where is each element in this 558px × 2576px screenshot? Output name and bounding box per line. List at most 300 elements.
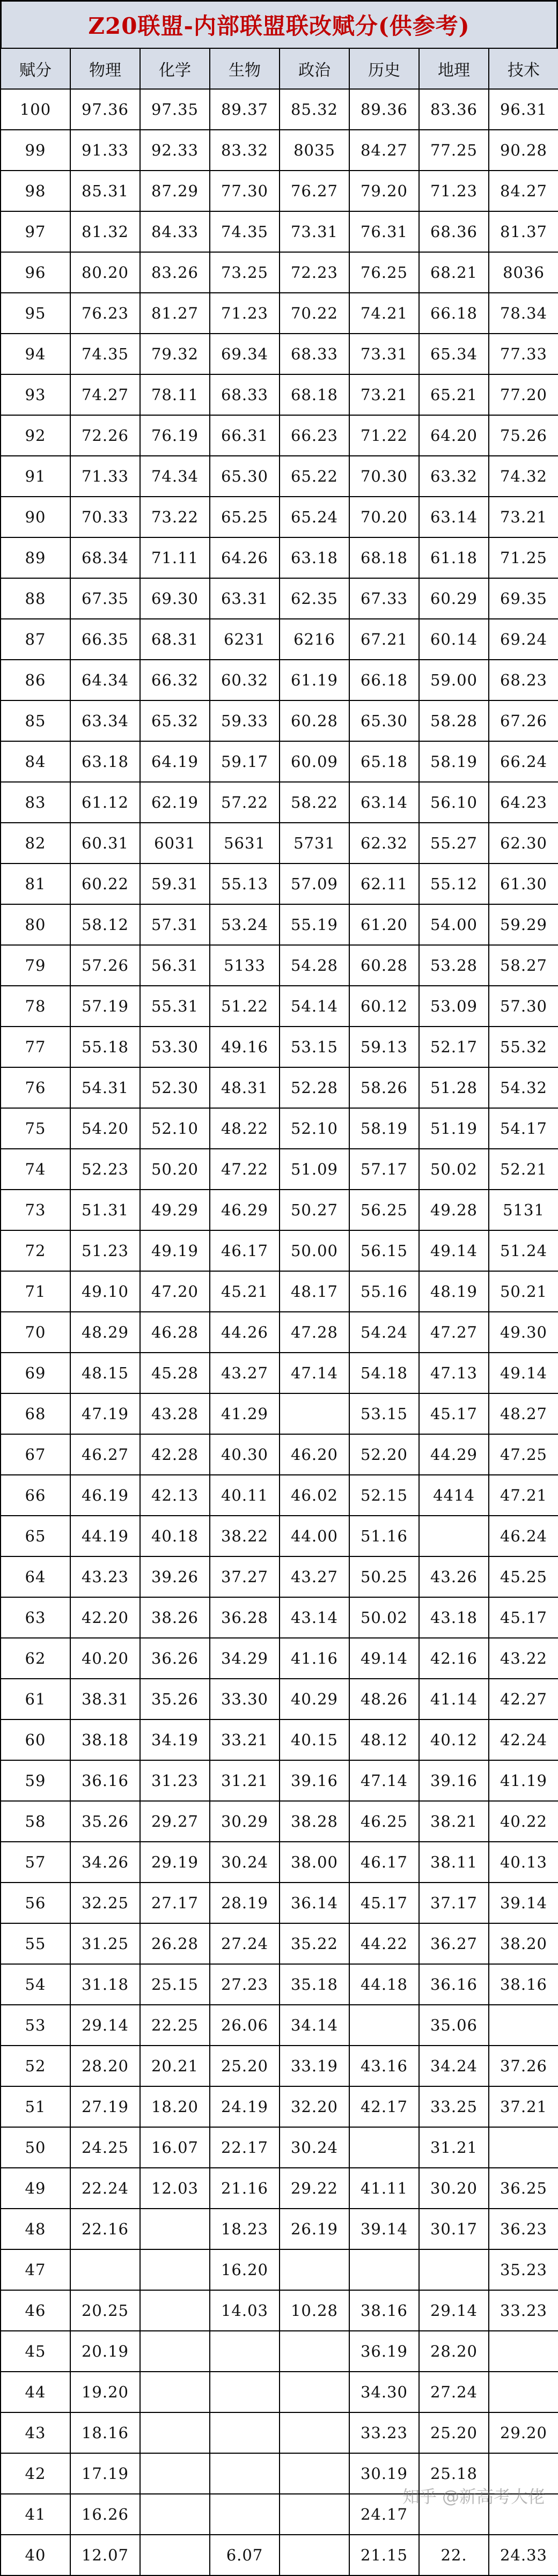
table-cell: 81.37 (489, 211, 558, 252)
column-header: 技术 (489, 48, 558, 89)
score-cell: 53 (1, 2005, 70, 2046)
title-bar (0, 0, 558, 49)
table-cell: 74.27 (70, 374, 140, 415)
table-cell: 53.28 (419, 945, 489, 986)
table-cell (140, 2331, 210, 2372)
column-header: 物理 (70, 48, 140, 89)
table-cell: 52.23 (70, 1149, 140, 1190)
table-cell: 35.22 (280, 1923, 349, 1964)
table-cell: 26.06 (210, 2005, 280, 2046)
score-cell: 91 (1, 456, 70, 497)
table-cell: 71.25 (489, 537, 558, 578)
table-cell: 12.03 (140, 2168, 210, 2209)
table-cell: 57.17 (349, 1149, 419, 1190)
table-row (1, 2249, 558, 2290)
table-cell: 48.26 (349, 1679, 419, 1719)
table-cell: 39.16 (419, 1760, 489, 1801)
column-header: 历史 (349, 48, 419, 89)
table-cell (140, 2494, 210, 2535)
table-cell: 66.18 (349, 660, 419, 700)
table-cell (140, 2209, 210, 2249)
table-cell: 97.35 (140, 89, 210, 130)
table-cell: 43.27 (210, 1353, 280, 1393)
table-cell: 55.12 (419, 863, 489, 904)
score-cell: 73 (1, 1190, 70, 1230)
table-cell: 49.29 (140, 1190, 210, 1230)
score-cell: 54 (1, 1964, 70, 2005)
score-cell: 68 (1, 1393, 70, 1434)
table-row (1, 1149, 558, 1190)
table-cell: 22.17 (210, 2127, 280, 2168)
table-cell: 41.11 (349, 2168, 419, 2209)
table-cell (280, 2535, 349, 2575)
table-cell: 68.21 (419, 252, 489, 293)
table-cell: 40.18 (140, 1516, 210, 1556)
table-cell: 63.32 (419, 456, 489, 497)
table-cell: 71.33 (70, 456, 140, 497)
table-cell: 59.13 (349, 1027, 419, 1067)
table-cell: 73.21 (349, 374, 419, 415)
column-header: 化学 (140, 48, 210, 89)
table-cell: 28.20 (70, 2046, 140, 2086)
table-row (1, 1719, 558, 1760)
table-cell: 5133 (210, 945, 280, 986)
table-cell: 52.15 (349, 1475, 419, 1516)
table-cell: 46.27 (70, 1434, 140, 1475)
score-cell: 74 (1, 1149, 70, 1190)
table-cell: 64.34 (70, 660, 140, 700)
table-cell: 37.17 (419, 1883, 489, 1923)
table-cell: 18.20 (140, 2086, 210, 2127)
table-cell: 22. (419, 2535, 489, 2575)
table-cell: 33.25 (419, 2086, 489, 2127)
table-cell: 78.11 (140, 374, 210, 415)
table-cell: 57.22 (210, 782, 280, 823)
table-cell: 65.25 (210, 497, 280, 537)
table-cell: 26.28 (140, 1923, 210, 1964)
table-cell: 50.20 (140, 1149, 210, 1190)
table-cell (489, 2372, 558, 2412)
table-cell: 60.32 (210, 660, 280, 700)
table-cell: 41.16 (280, 1638, 349, 1679)
table-cell: 66.35 (70, 619, 140, 660)
score-cell: 71 (1, 1271, 70, 1312)
table-cell: 85.32 (280, 89, 349, 130)
table-cell: 60.28 (349, 945, 419, 986)
table-row (1, 782, 558, 823)
table-cell: 50.00 (280, 1230, 349, 1271)
table-cell: 71.23 (419, 171, 489, 211)
table-cell: 96.31 (489, 89, 558, 130)
table-cell: 35.26 (70, 1801, 140, 1842)
table-cell: 53.09 (419, 986, 489, 1027)
table-cell: 34.14 (280, 2005, 349, 2046)
table-row (1, 1638, 558, 1679)
table-cell: 27.24 (419, 2372, 489, 2412)
table-cell: 50.02 (349, 1597, 419, 1638)
table-cell: 16.07 (140, 2127, 210, 2168)
table-cell: 45.21 (210, 1271, 280, 1312)
table-cell: 20.19 (70, 2331, 140, 2372)
table-row (1, 1230, 558, 1271)
table-cell: 52.10 (140, 1108, 210, 1149)
table-cell: 57.19 (70, 986, 140, 1027)
table-cell: 30.20 (419, 2168, 489, 2209)
score-cell: 47 (1, 2249, 70, 2290)
table-cell: 36.14 (280, 1883, 349, 1923)
table-cell: 18.23 (210, 2209, 280, 2249)
table-cell: 22.25 (140, 2005, 210, 2046)
table-cell: 77.25 (419, 130, 489, 171)
table-cell: 45.17 (349, 1883, 419, 1923)
table-row (1, 578, 558, 619)
table-cell: 25.15 (140, 1964, 210, 2005)
table-cell: 40.20 (70, 1638, 140, 1679)
table-cell: 40.15 (280, 1719, 349, 1760)
table-row (1, 2412, 558, 2453)
table-cell: 27.24 (210, 1923, 280, 1964)
table-cell: 59.33 (210, 700, 280, 741)
table-cell: 74.34 (140, 456, 210, 497)
table-cell (210, 2412, 280, 2453)
table-row (1, 2209, 558, 2249)
table-cell: 60.28 (280, 700, 349, 741)
table-row (1, 823, 558, 863)
table-cell: 51.24 (489, 1230, 558, 1271)
table-row (1, 497, 558, 537)
score-cell: 96 (1, 252, 70, 293)
watermark: 知乎 @新高考大佬 (402, 2486, 545, 2507)
table-row (1, 2290, 558, 2331)
table-cell: 90.28 (489, 130, 558, 171)
score-cell: 46 (1, 2290, 70, 2331)
table-cell: 76.31 (349, 211, 419, 252)
table-cell: 51.09 (280, 1149, 349, 1190)
table-cell: 85.31 (70, 171, 140, 211)
table-cell: 36.25 (489, 2168, 558, 2209)
score-cell: 83 (1, 782, 70, 823)
score-cell: 41 (1, 2494, 70, 2535)
table-row (1, 2005, 558, 2046)
table-cell: 51.16 (349, 1516, 419, 1556)
table-row (1, 904, 558, 945)
table-cell: 34.24 (419, 2046, 489, 2086)
table-cell: 54.28 (280, 945, 349, 986)
table-cell (489, 2005, 558, 2046)
column-header: 赋分 (1, 48, 70, 89)
table-cell: 34.30 (349, 2372, 419, 2412)
score-cell: 49 (1, 2168, 70, 2209)
table-cell: 63.18 (70, 741, 140, 782)
table-cell: 42.27 (489, 1679, 558, 1719)
table-cell: 50.27 (280, 1190, 349, 1230)
table-cell: 52.21 (489, 1149, 558, 1190)
table-cell (349, 2005, 419, 2046)
table-row (1, 2535, 558, 2575)
table-cell: 83.32 (210, 130, 280, 171)
table-cell: 68.36 (419, 211, 489, 252)
table-cell: 61.12 (70, 782, 140, 823)
table-cell: 17.19 (70, 2453, 140, 2494)
table-cell: 46.29 (210, 1190, 280, 1230)
table-cell: 56.10 (419, 782, 489, 823)
table-cell: 36.27 (419, 1923, 489, 1964)
table-cell: 87.29 (140, 171, 210, 211)
table-cell: 18.16 (70, 2412, 140, 2453)
table-cell: 33.23 (489, 2290, 558, 2331)
table-cell: 44.29 (419, 1434, 489, 1475)
table-cell: 42.17 (349, 2086, 419, 2127)
score-cell: 79 (1, 945, 70, 986)
table-cell: 5631 (210, 823, 280, 863)
table-cell: 29.19 (140, 1842, 210, 1883)
table-row (1, 660, 558, 700)
table-cell: 97.36 (70, 89, 140, 130)
table-cell: 50.25 (349, 1556, 419, 1597)
table-cell: 74.21 (349, 293, 419, 334)
table-cell: 30.24 (210, 1842, 280, 1883)
table-cell: 79.20 (349, 171, 419, 211)
table-cell: 49.28 (419, 1190, 489, 1230)
table-row (1, 1108, 558, 1149)
table-cell (280, 1393, 349, 1434)
table-row (1, 334, 558, 374)
table-cell: 44.00 (280, 1516, 349, 1556)
table-cell: 69.35 (489, 578, 558, 619)
table-cell: 4414 (419, 1475, 489, 1516)
table-cell: 52.17 (419, 1027, 489, 1067)
table-cell: 42.24 (489, 1719, 558, 1760)
table-cell (280, 2249, 349, 2290)
table-cell: 48.22 (210, 1108, 280, 1149)
table-cell: 45.17 (489, 1597, 558, 1638)
column-header: 地理 (419, 48, 489, 89)
table-cell: 47.14 (349, 1760, 419, 1801)
table-cell: 56.31 (140, 945, 210, 986)
table-cell (280, 2331, 349, 2372)
table-cell: 63.34 (70, 700, 140, 741)
table-cell: 77.20 (489, 374, 558, 415)
table-cell: 31.25 (70, 1923, 140, 1964)
table-row (1, 863, 558, 904)
table-cell: 54.20 (70, 1108, 140, 1149)
table-cell: 31.18 (70, 1964, 140, 2005)
table-cell: 57.26 (70, 945, 140, 986)
table-cell: 81.32 (70, 211, 140, 252)
table-cell: 65.18 (349, 741, 419, 782)
table-cell: 73.21 (489, 497, 558, 537)
table-cell: 64.26 (210, 537, 280, 578)
score-cell: 67 (1, 1434, 70, 1475)
score-cell: 76 (1, 1067, 70, 1108)
table-cell: 73.31 (349, 334, 419, 374)
table-cell: 57.31 (140, 904, 210, 945)
table-cell: 32.20 (280, 2086, 349, 2127)
table-cell: 70.20 (349, 497, 419, 537)
table-cell: 10.28 (280, 2290, 349, 2331)
table-cell: 72.23 (280, 252, 349, 293)
table-cell: 74.32 (489, 456, 558, 497)
table-cell: 47.25 (489, 1434, 558, 1475)
score-cell: 88 (1, 578, 70, 619)
table-cell: 64.19 (140, 741, 210, 782)
table-cell (210, 2331, 280, 2372)
table-cell: 51.19 (419, 1108, 489, 1149)
table-cell: 67.33 (349, 578, 419, 619)
score-cell: 94 (1, 334, 70, 374)
table-cell: 66.31 (210, 415, 280, 456)
table-cell: 32.25 (70, 1883, 140, 1923)
table-row (1, 456, 558, 497)
table-cell: 65.21 (419, 374, 489, 415)
table-cell: 57.30 (489, 986, 558, 1027)
table-cell: 5131 (489, 1190, 558, 1230)
table-cell: 65.22 (280, 456, 349, 497)
table-row (1, 130, 558, 171)
table-cell: 92.33 (140, 130, 210, 171)
table-cell: 42.16 (419, 1638, 489, 1679)
score-cell: 70 (1, 1312, 70, 1353)
table-cell: 74.35 (210, 211, 280, 252)
table-cell: 67.26 (489, 700, 558, 741)
table-cell: 24.25 (70, 2127, 140, 2168)
table-cell: 55.31 (140, 986, 210, 1027)
table-cell: 43.16 (349, 2046, 419, 2086)
table-row (1, 945, 558, 986)
table-cell: 84.27 (349, 130, 419, 171)
table-row (1, 1271, 558, 1312)
table-row (1, 1760, 558, 1801)
table-row (1, 415, 558, 456)
table-cell: 19.20 (70, 2372, 140, 2412)
table-cell: 68.23 (489, 660, 558, 700)
table-row (1, 700, 558, 741)
table-cell: 65.32 (140, 700, 210, 741)
table-cell: 31.23 (140, 1760, 210, 1801)
score-cell: 44 (1, 2372, 70, 2412)
table-cell: 71.11 (140, 537, 210, 578)
table-cell: 36.23 (489, 2209, 558, 2249)
table-cell: 6216 (280, 619, 349, 660)
table-row (1, 1842, 558, 1883)
table-cell: 68.18 (280, 374, 349, 415)
table-cell: 58.19 (419, 741, 489, 782)
table-cell: 38.31 (70, 1679, 140, 1719)
table-cell: 69.30 (140, 578, 210, 619)
table-cell: 29.14 (419, 2290, 489, 2331)
table-cell: 59.31 (140, 863, 210, 904)
table-cell: 60.29 (419, 578, 489, 619)
table-cell: 49.19 (140, 1230, 210, 1271)
table-cell: 71.23 (210, 293, 280, 334)
score-cell: 69 (1, 1353, 70, 1393)
score-cell: 42 (1, 2453, 70, 2494)
table-cell: 63.14 (349, 782, 419, 823)
table-cell: 46.17 (349, 1842, 419, 1883)
table-cell: 48.27 (489, 1393, 558, 1434)
table-cell: 40.12 (419, 1719, 489, 1760)
table-cell (140, 2249, 210, 2290)
table-cell: 39.14 (489, 1883, 558, 1923)
score-cell: 62 (1, 1638, 70, 1679)
column-header: 政治 (280, 48, 349, 89)
table-cell: 76.19 (140, 415, 210, 456)
score-cell: 99 (1, 130, 70, 171)
table-cell: 43.23 (70, 1556, 140, 1597)
score-cell: 59 (1, 1760, 70, 1801)
table-cell: 49.30 (489, 1312, 558, 1353)
table-cell (140, 2290, 210, 2331)
table-cell: 31.21 (419, 2127, 489, 2168)
table-cell: 29.27 (140, 1801, 210, 1842)
table-cell: 64.23 (489, 782, 558, 823)
table-cell: 43.22 (489, 1638, 558, 1679)
table-cell: 25.18 (419, 2453, 489, 2494)
table-cell: 46.25 (349, 1801, 419, 1842)
table-cell: 27.23 (210, 1964, 280, 2005)
table-cell: 50.02 (419, 1149, 489, 1190)
table-cell: 62.19 (140, 782, 210, 823)
table-cell: 40.30 (210, 1434, 280, 1475)
table-cell: 59.29 (489, 904, 558, 945)
table-cell: 40.29 (280, 1679, 349, 1719)
table-cell: 62.32 (349, 823, 419, 863)
table-cell: 40.11 (210, 1475, 280, 1516)
table-cell: 70.30 (349, 456, 419, 497)
table-cell: 47.13 (419, 1353, 489, 1393)
table-cell: 83.36 (419, 89, 489, 130)
table-row (1, 89, 558, 130)
table-cell: 29.20 (489, 2412, 558, 2453)
score-cell: 80 (1, 904, 70, 945)
table-row (1, 1964, 558, 2005)
table-cell: 76.23 (70, 293, 140, 334)
score-cell: 63 (1, 1597, 70, 1638)
table-cell (489, 2127, 558, 2168)
score-cell: 77 (1, 1027, 70, 1067)
table-row (1, 1679, 558, 1719)
table-cell: 22.16 (70, 2209, 140, 2249)
table-cell: 46.28 (140, 1312, 210, 1353)
table-cell: 44.19 (70, 1516, 140, 1556)
table-cell: 39.16 (280, 1760, 349, 1801)
table-cell: 47.27 (419, 1312, 489, 1353)
table-cell: 55.19 (280, 904, 349, 945)
table-cell: 54.17 (489, 1108, 558, 1149)
table-cell: 34.19 (140, 1719, 210, 1760)
table-cell: 30.19 (349, 2453, 419, 2494)
table-cell: 29.22 (280, 2168, 349, 2209)
table-cell: 38.11 (419, 1842, 489, 1883)
table-cell: 42.28 (140, 1434, 210, 1475)
score-cell: 98 (1, 171, 70, 211)
table-cell: 57.09 (280, 863, 349, 904)
table-cell: 89.36 (349, 89, 419, 130)
table-cell: 81.27 (140, 293, 210, 334)
table-cell: 49.16 (210, 1027, 280, 1067)
table-cell: 63.18 (280, 537, 349, 578)
table-cell: 71.22 (349, 415, 419, 456)
table-cell: 36.26 (140, 1638, 210, 1679)
table-cell: 35.06 (419, 2005, 489, 2046)
table-cell: 52.20 (349, 1434, 419, 1475)
table-cell: 8036 (489, 252, 558, 293)
table-cell: 52.28 (280, 1067, 349, 1108)
table-cell: 54.32 (489, 1067, 558, 1108)
table-cell: 21.16 (210, 2168, 280, 2209)
table-row (1, 2127, 558, 2168)
table-cell: 65.34 (419, 334, 489, 374)
